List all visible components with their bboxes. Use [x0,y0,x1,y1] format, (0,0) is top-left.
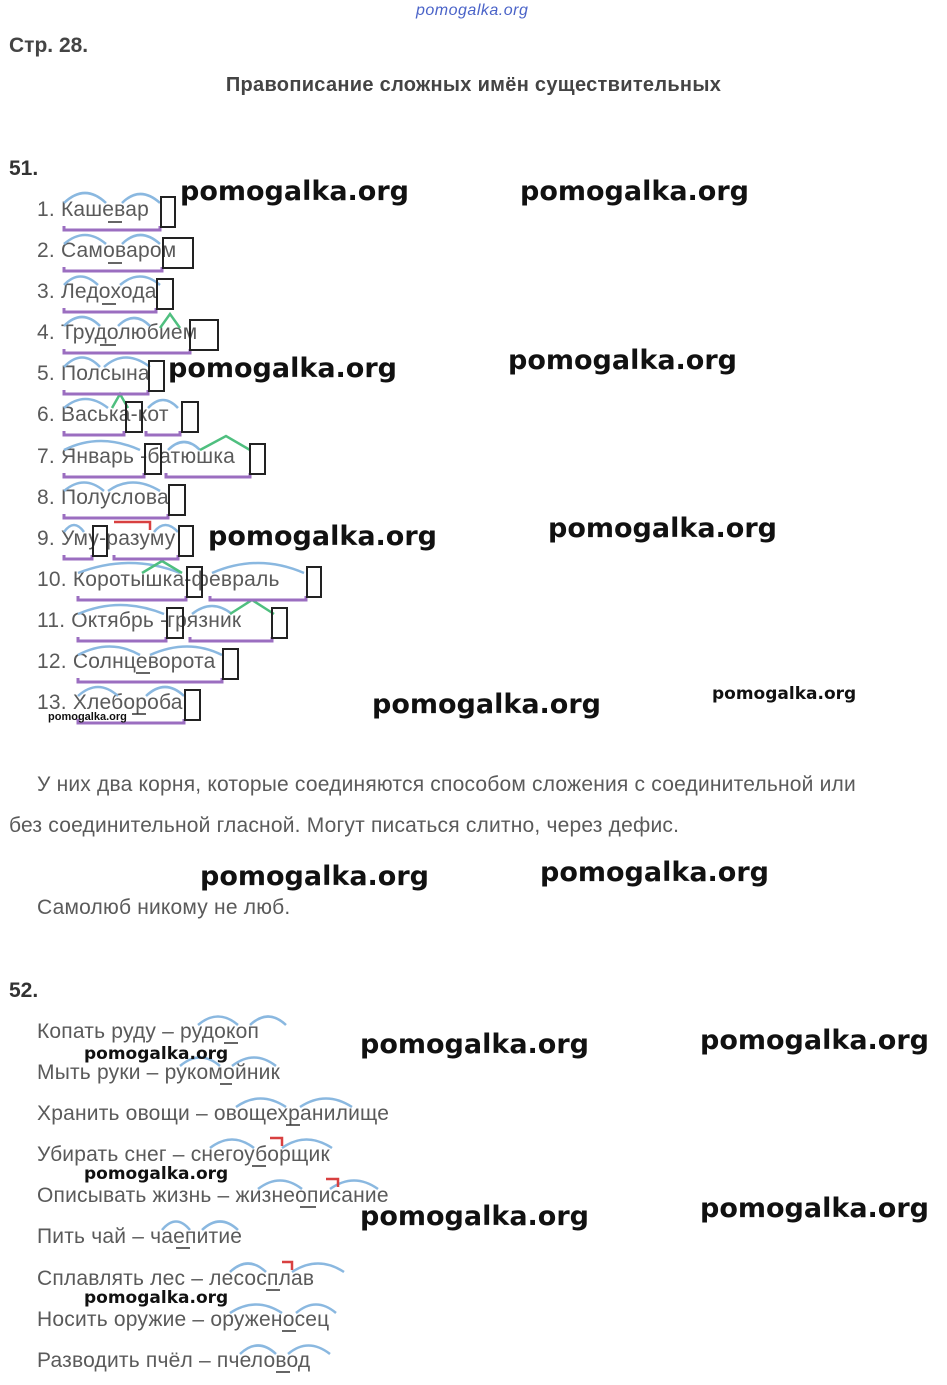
task-52-item-4: Убирать снег – снегоуборщик [37,1143,330,1166]
watermark: pomogalka.org [84,1288,229,1308]
watermark: pomogalka.org [48,711,127,723]
task-51-item-11: 11. Октябрь -грязник [37,609,242,632]
watermark: pomogalka.org [700,1193,929,1224]
watermark: pomogalka.org [84,1044,229,1064]
task-52-item-3: Хранить овощи – овощехранилище [37,1102,390,1125]
task-51-item-7: 7. Январь -батюшка [37,445,236,468]
task-51-item-6: 6. Васька-кот [37,403,169,426]
watermark: pomogalka.org [360,1029,589,1060]
task-51-item-9: 9. Уму-разуму [37,527,176,550]
task-52-item-1: Копать руду – рудокоп [37,1020,260,1043]
task-52-item-6: Пить чай – чаепитие [37,1225,243,1248]
task-52-item-9: Разводить пчёл – пчеловод [37,1349,311,1372]
explanation-line-2: без соединительной гласной. Могут писаться слитно, через дефис. [9,814,680,837]
page-number: Стр. 28. [9,34,89,57]
task-51-item-4: 4. Трудолюбием [37,321,198,344]
task-52-item-7: Сплавлять лес – лесосплав [37,1267,315,1290]
watermark: pomogalka.org [540,857,769,888]
page-title: Правописание сложных имён существительных [225,74,722,96]
task-51-item-10: 10. Коротышка-февраль [37,568,280,591]
watermark: pomogalka.org [508,345,737,376]
watermark: pomogalka.org [84,1164,229,1184]
task-52-item-8: Носить оружие – оруженосец [37,1308,330,1331]
explanation-line-1: У них два корня, которые соединяются способом сложения с соединительной или [37,773,856,796]
task-51-number: 51. [9,157,39,180]
watermark: pomogalka.org [200,861,429,892]
proverb: Самолюб никому не люб. [37,896,291,919]
task-52-item-5: Описывать жизнь – жизнеописание [37,1184,389,1207]
task-51-item-13: 13. Хлебороба [37,691,183,714]
task-52-item-2: Мыть руки – рукомойник [37,1061,280,1084]
task-51-item-5: 5. Полсына [37,362,150,385]
watermark: pomogalka.org [168,353,397,384]
watermark: pomogalka.org [712,684,857,704]
watermark: pomogalka.org [180,176,409,207]
watermark: pomogalka.org [208,521,437,552]
watermark: pomogalka.org [372,689,601,720]
watermark: pomogalka.org [360,1201,589,1232]
watermark: pomogalka.org [520,176,749,207]
task-51-item-8: 8. Полуслова [37,486,169,509]
task-52-number: 52. [9,979,39,1002]
task-51-item-3: 3. Ледохода [37,280,157,303]
watermark: pomogalka.org [548,513,777,544]
task-51-item-1: 1. Кашевар [37,198,150,221]
site-header-link[interactable]: pomogalka.org [416,2,529,19]
task-51-item-2: 2. Самоваром [37,239,177,262]
watermark: pomogalka.org [700,1025,929,1056]
task-51-item-12: 12. Солнцеворота [37,650,216,673]
